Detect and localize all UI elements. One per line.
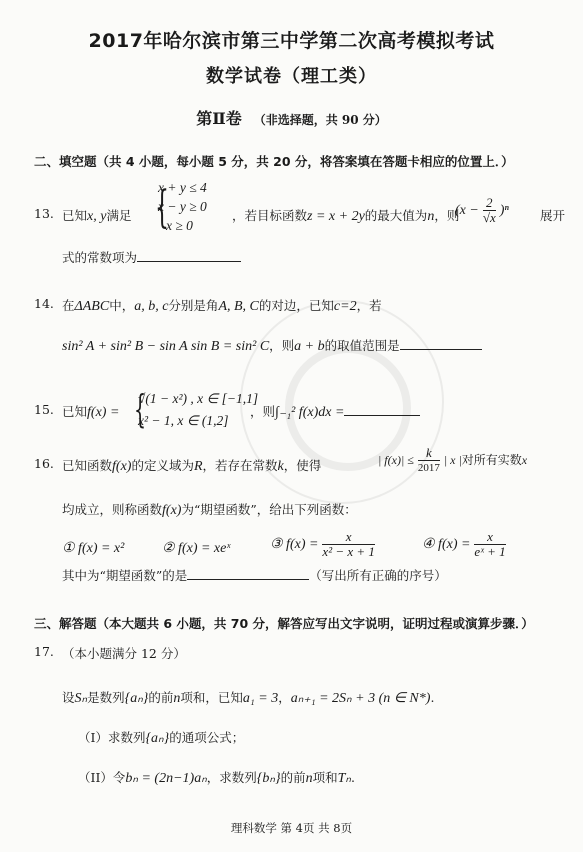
q13-text-d: 展开 [540, 208, 566, 223]
q14-t-b: 中， [109, 298, 135, 313]
q15-tail [250, 402, 420, 421]
q14-triangle: ΔABC [74, 299, 110, 314]
q17-p2-e: . [350, 770, 355, 785]
q17-p2-bset: {bₙ} [256, 771, 281, 786]
q16-t-d: ，使得 [283, 458, 322, 473]
q16-t-h: 其中为“期望函数”的是 [62, 568, 188, 583]
q15-prefix [62, 402, 119, 421]
q16-opt4-den: eˣ + 1 [474, 544, 506, 559]
q16-t-g: 为“期望函数”，给出下列函数： [181, 502, 357, 517]
q16-ineq-den: 2017 [417, 462, 440, 474]
q15-brace: { [134, 387, 147, 431]
q17-recurrence: aₙ₊₁ = 2Sₙ + 3 (n ∈ N*) [290, 691, 431, 706]
q13-number: 13. [34, 206, 54, 221]
q14-t-a: 在 [62, 298, 75, 313]
exam-title: 2017年哈尔滨市第三中学第二次高考模拟考试 [88, 30, 495, 52]
q13-line-2 [62, 248, 241, 266]
q13-body [232, 206, 459, 225]
q16-t-e: 对所有实数 [461, 453, 522, 467]
q14-angles: A, B, C [218, 299, 259, 314]
q17-p2-n: n [305, 771, 313, 786]
q14-line-2 [62, 336, 482, 355]
q14-t-g: 的取值范围是 [324, 338, 400, 353]
q16-line-4 [62, 566, 447, 584]
q16-t-c: ，若存在常数 [202, 458, 278, 473]
section-2-heading: 二、填空题（共 4 小题，每小题 5 分，共 20 分，将答案填在答题卡相应的位置上．） [34, 154, 514, 169]
q13-system [158, 178, 207, 235]
q17-number: 17. [34, 644, 54, 659]
q17-t-f: . [430, 690, 435, 705]
q17-n: n [173, 691, 181, 706]
q13-cond: 满足 [106, 208, 132, 223]
q16-opt3-num: x [322, 530, 374, 545]
q16-t-f: 均成立，则称函数 [62, 502, 163, 517]
q17-score: （本小题满分 12 分） [62, 646, 186, 661]
q13-answer-blank [137, 249, 241, 262]
q17-an: {aₙ} [124, 691, 149, 706]
q17-p2-d: 项和 [312, 770, 338, 785]
q14-sides: a, b, c [134, 299, 169, 314]
q13-objective: z = x + 2y [307, 209, 365, 224]
q16-ineq-num: k [418, 446, 440, 461]
q15-number: 15. [34, 402, 54, 417]
q15-piece-2: x² − 1, x ∈ (1,2] [138, 413, 229, 428]
q13-ineq-3: x ≥ 0 [166, 218, 193, 233]
q16-answer-blank [187, 567, 309, 580]
q17-t-b: 是数列 [87, 690, 125, 705]
q15-prefix-text: 已知 [62, 404, 88, 419]
q15-fx: f(x) = [87, 405, 120, 420]
q17-t-a: 设 [62, 690, 75, 705]
q13-vars: x, y [87, 209, 107, 224]
q13-brace: { [155, 182, 169, 233]
q16-t-i: （写出所有正确的序号） [309, 568, 447, 583]
page-footer: 理科数学 第 4页 共 8页 [230, 821, 353, 835]
q17-p2-a: （II）令 [78, 770, 126, 785]
q15-piece-1: √(1 − x²) , x ∈ [−1,1] [138, 391, 259, 406]
q16-x: x [521, 453, 528, 467]
q16-ineq-right: | x | [443, 453, 462, 467]
q16-opt2-text: ② f(x) = xeˣ [162, 541, 231, 556]
q13-expression [455, 196, 509, 225]
q17-part-2 [78, 768, 355, 787]
q13-frac-den: √x [482, 210, 496, 225]
volume-label: 第Ⅱ卷 [196, 109, 242, 128]
q16-fx: f(x) [112, 459, 132, 474]
q16-opt4-pre: ④ f(x) = [422, 537, 471, 552]
q16-option-4 [422, 530, 506, 559]
q16-opt1-text: ① f(x) = x² [62, 541, 125, 556]
q17-t-e: ， [278, 690, 291, 705]
q13-text-b: 的最大值为 [364, 208, 428, 223]
q17-a1: a₁ = 3 [242, 691, 279, 706]
q16-line-1 [62, 456, 321, 475]
q17-p2-bn: bₙ = (2n−1)aₙ [125, 771, 207, 786]
q16-line-2 [62, 500, 357, 519]
q13-expr-left: (x − [455, 203, 479, 218]
q16-opt4-frac [474, 530, 505, 559]
q16-option-2 [162, 540, 230, 557]
q13-prefix [62, 206, 131, 225]
q16-opt4-num: x [474, 530, 505, 545]
q13-text-c: ，则 [434, 208, 460, 223]
q16-number: 16. [34, 456, 54, 471]
q16-opt3-pre: ③ f(x) = [270, 537, 319, 552]
q16-R: R [193, 459, 203, 474]
q13-text-a: ，若目标函数 [232, 208, 308, 223]
q16-opt3-frac [322, 530, 374, 559]
q15-answer-blank [344, 403, 420, 416]
section-3-heading: 三、解答题（本大题共 6 小题，共 70 分，解答应写出文字说明，证明过程或演算步骤．） [34, 616, 534, 631]
q13-n: n [427, 209, 435, 224]
q17-p1-a: （I）求数列 [78, 730, 146, 745]
q16-t-b: 的定义域为 [131, 458, 194, 473]
q14-c-value: c=2 [333, 299, 357, 314]
q17-t-d: 项和，已知 [180, 690, 243, 705]
q14-answer-blank [400, 337, 482, 350]
q13-expr-right: )ⁿ [499, 203, 509, 218]
q17-p2-Tn: Tₙ [337, 771, 351, 786]
q17-p1-an: {aₙ} [145, 731, 170, 746]
q14-t-c: 分别是角 [168, 298, 219, 313]
q14-equation: sin² A + sin² B − sin A sin B = sin² C [62, 339, 270, 354]
q17-t-c: 的前 [148, 690, 174, 705]
exam-subtitle: 数学试卷（理工类） [206, 66, 377, 87]
q17-p2-c: 的前 [280, 770, 306, 785]
q14-t-f: ，则 [269, 338, 295, 353]
q17-p1-b: 的通项公式； [169, 730, 245, 745]
q14-t-d: 的对边，已知 [258, 298, 334, 313]
q13-ineq-1: x + y ≤ 4 [158, 180, 207, 195]
q14-a-plus-b: a + b [294, 339, 325, 354]
q17-part-1 [78, 728, 244, 747]
q16-ineq-left: | f(x)| ≤ [378, 453, 414, 467]
volume-heading [0, 106, 583, 129]
q15-piecewise [138, 388, 258, 432]
q13-fraction [483, 196, 496, 225]
q16-inequality [378, 446, 527, 475]
q13-ineq-2: x − y ≥ 0 [158, 199, 207, 214]
q15-then: ，则 [250, 404, 276, 419]
q16-t-a: 已知函数 [62, 458, 113, 473]
q17-p2-b: ，求数列 [206, 770, 257, 785]
q14-t-e: ，若 [356, 298, 382, 313]
q17-line-1 [62, 688, 434, 707]
q13-prefix-text: 已知 [62, 208, 88, 223]
q16-opt3-den: x² − x + 1 [322, 544, 375, 559]
q14-number: 14. [34, 296, 54, 311]
q16-fx-2: f(x) [162, 503, 182, 518]
volume-note: （非选择题，共 90 分） [253, 113, 387, 127]
q13-frac-num: 2 [483, 196, 496, 211]
q14-line-1 [62, 296, 382, 315]
q16-option-3 [270, 530, 375, 559]
q16-option-1 [62, 540, 124, 557]
q16-ineq-frac [418, 446, 440, 475]
q16-k: k [277, 459, 284, 474]
q15-integral: ∫₋₁² f(x)dx = [275, 405, 345, 420]
q17-Sn: Sₙ [74, 691, 88, 706]
q13-line2-text: 式的常数项为 [62, 250, 138, 265]
